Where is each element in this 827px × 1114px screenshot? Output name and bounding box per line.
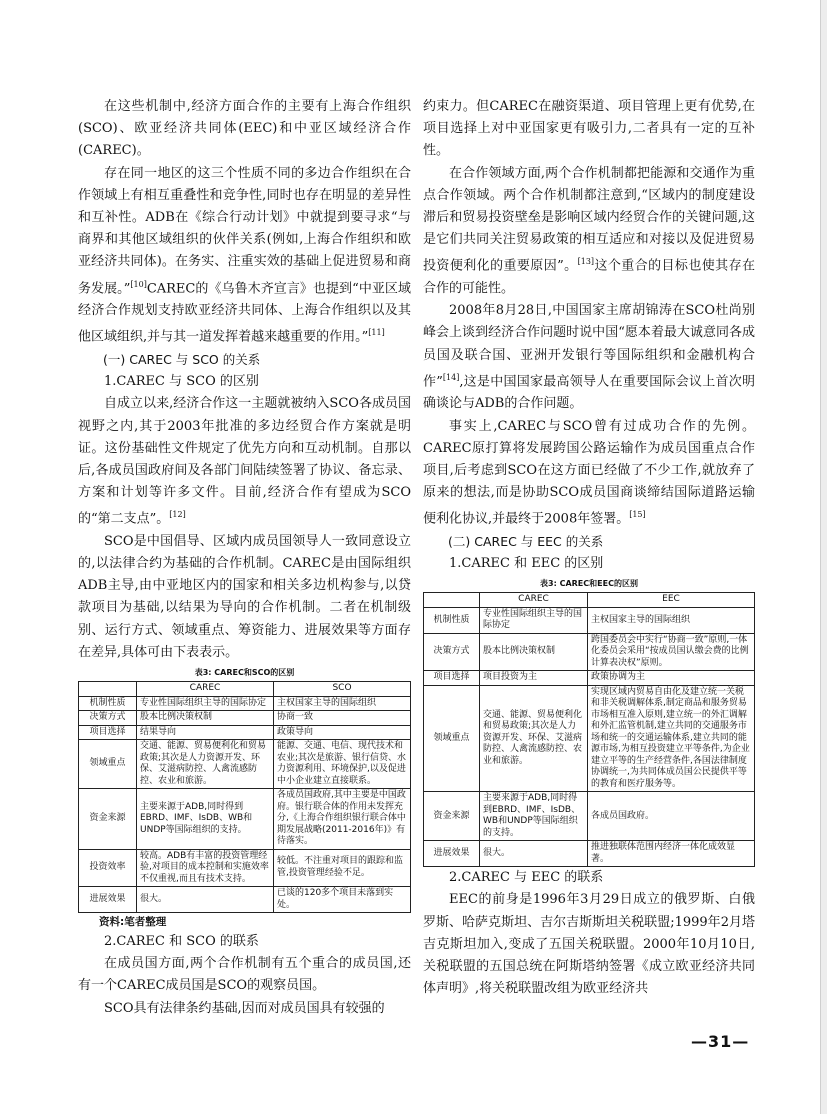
- row-label: 项目选择: [424, 671, 480, 686]
- table-row: [424, 685, 755, 792]
- row-label: 机制性质: [424, 607, 480, 633]
- paragraph: 约束力。但CAREC在融资渠道、项目管理上更有优势,在项目选择上对中亚国家更有吸引力,二者具有一定的互补性。: [423, 99, 755, 159]
- table-row: [79, 696, 411, 711]
- paragraph: 在成员国方面,两个合作机制有五个重合的成员国,还有一个CAREC成员国是SCO的观察员国。: [78, 956, 411, 994]
- paragraph: 在这些机制中,经济方面合作的主要有上海合作组织(SCO)、欧亚经济共同体(EEC)和中亚区域经济合作(CAREC)。: [78, 99, 411, 159]
- row-label: 进展效果: [424, 841, 480, 867]
- table-cell: 跨国委员会中实行“协商一致”原则,一体化委员会采用“按成员国认缴会费的比例计算表决权”原则。: [588, 633, 755, 671]
- row-label: 进展效果: [79, 887, 137, 913]
- table-row: [424, 792, 755, 841]
- table-row: [79, 725, 411, 740]
- row-label: 机制性质: [79, 696, 137, 711]
- paragraph: EEC的前身是1996年3月29日成立的俄罗斯、白俄罗斯、哈萨克斯坦、吉尔吉斯斯坦关税联盟;1999年2月塔吉克斯坦加入,变成了五国关税联盟。2000年10月10日,关税联盟的五国总统在阿斯塔纳签署《成立欧亚经济共同体声明》,将关税联盟改组为欧亚经济共: [423, 892, 755, 997]
- table-cell: 股本比例决策权制: [137, 711, 274, 726]
- table-row: [79, 711, 411, 726]
- row-label: 项目选择: [79, 725, 137, 740]
- citation-marker: [10]: [130, 279, 147, 289]
- table-caption: 表3: CAREC和SCO的区别: [194, 668, 295, 678]
- table-cell: 股本比例决策权制: [480, 633, 588, 671]
- table-cell: 能源、交通、电信、现代技术和农业;其次是旅游、银行信贷、水力资源利用、环境保护,以及促进中小企业建立直接联系。: [274, 740, 411, 789]
- table-row: [79, 740, 411, 789]
- subsection-heading: 2.CAREC 和 SCO 的联系: [104, 934, 259, 950]
- left-column: [78, 96, 411, 1020]
- table-carec-sco: [78, 681, 411, 913]
- header-cell: CAREC: [137, 682, 274, 697]
- header-cell: CAREC: [480, 593, 588, 608]
- table-source-note: 资料:笔者整理: [99, 916, 167, 929]
- page-number: —31—: [691, 1032, 750, 1051]
- paragraph: 事实上,CAREC与SCO曾有过成功合作的先例。CAREC原打算将发展跨国公路运输作为成员国重点合作项目,后考虑到SCO在这方面已经做了不少工作,就放弃了原来的想法,而是协助SCO成员国商谈缔结国际道路运输便利化协议,并最终于2008年签署。[15]: [423, 418, 755, 527]
- table-cell: 主要来源于ADB,同时得到EBRD、IMF、IsDB、WB和UNDP等国际组织的支持。: [137, 789, 274, 850]
- row-label: 领域重点: [79, 740, 137, 789]
- table-row: [79, 887, 411, 913]
- citation-marker: [12]: [169, 510, 186, 520]
- citation-marker: [15]: [629, 510, 646, 520]
- table-cell: 政策协调为主: [588, 671, 755, 686]
- table-cell: 很大。: [480, 841, 588, 867]
- row-label: 决策方式: [424, 633, 480, 671]
- header-cell: EEC: [588, 593, 755, 608]
- paragraph: 2008年8月28日,中国国家主席胡锦涛在SCO杜尚别峰会上谈到经济合作问题时说中国“愿本着最大诚意同各成员国及联合国、亚洲开发银行等国际组织和金融机构合作”[14],这是中国国家最高领导人在重要国际会议上首次明确谈论与ADB的合作问题。: [423, 303, 755, 412]
- table-row: [79, 789, 411, 850]
- table-cell: 较高。ADB有丰富的投资管理经验,对项目的成本控制和实施效率不仅重视,而且有技术支持。: [137, 849, 274, 887]
- table-row: [424, 841, 755, 867]
- table-row: [424, 607, 755, 633]
- table-cell: 主权国家主导的国际组织: [588, 607, 755, 633]
- header-cell: [79, 682, 137, 697]
- page-edge-shadow: [820, 0, 827, 1114]
- row-label: 资金来源: [79, 789, 137, 850]
- citation-marker: [11]: [368, 328, 385, 338]
- table-row: [424, 633, 755, 671]
- citation-marker: [13]: [577, 257, 595, 267]
- table-cell: 很大。: [137, 887, 274, 913]
- table-cell: 结果导向: [137, 725, 274, 740]
- table-cell: 专业性国际组织主导的国际协定: [480, 607, 588, 633]
- citation-marker: [14]: [442, 372, 460, 382]
- header-cell: [424, 593, 480, 608]
- row-label: 决策方式: [79, 711, 137, 726]
- table-row: [424, 671, 755, 686]
- table-cell: 主权国家主导的国际组织: [274, 696, 411, 711]
- table-cell: 交通、能源、贸易便利化和贸易政策;其次是人力资源开发、环保、艾滋病防控、人禽流感防控、农业和旅游。: [480, 685, 588, 792]
- table-cell: 专业性国际组织主导的国际协定: [137, 696, 274, 711]
- table-cell: 推进独联体范围内经济一体化成效显著。: [588, 841, 755, 867]
- row-label: 领域重点: [424, 685, 480, 792]
- row-label: 投资效率: [79, 849, 137, 887]
- table-header-row: [79, 682, 411, 697]
- right-column: [423, 96, 755, 1000]
- section-heading: (二) CAREC 与 EEC 的关系: [448, 533, 604, 549]
- row-label: 资金来源: [424, 792, 480, 841]
- subsection-heading: 1.CAREC 与 SCO 的区别: [104, 374, 259, 390]
- table-cell: 项目投资为主: [480, 671, 588, 686]
- subsection-heading: 1.CAREC 和 EEC 的区别: [449, 556, 604, 572]
- table-cell: 已谈的120多个项目未落到实处。: [274, 887, 411, 913]
- paragraph: 自成立以来,经济合作这一主题就被纳入SCO各成员国视野之内,其于2003年批准的多边经贸合作方案就是明证。这份基础性文件规定了优先方向和互动机制。自那以后,各成员国政府间及各部门间陆续签署了协议、备忘录、方案和计划等许多文件。目前,经济合作有望成为SCO的“第二支点”。[12]: [78, 396, 411, 527]
- header-cell: SCO: [274, 682, 411, 697]
- table-cell: 各成员国政府。: [588, 792, 755, 841]
- table-cell: 实现区域内贸易自由化及建立统一关税和非关税调解体系,制定商品和服务贸易市场相互准入原则,建立统一的外汇调解和外汇监管机制,建立共同的交通服务市场和统一的交通运输体系,建立共同的能源市场,为相互投资建立平等条件,为企业建立平等的生产经营条件,各国法律制度协调统一,为共同体成员国公民提供平等的教育和医疗服务等。: [588, 685, 755, 792]
- table-cell: 主要来源于ADB,同时得到EBRD、IMF、IsDB、WB和UNDP等国际组织的支持。: [480, 792, 588, 841]
- table-cell: 交通、能源、贸易便利化和贸易政策;其次是人力资源开发、环保、艾滋病防控、人禽流感防控、农业和旅游。: [137, 740, 274, 789]
- section-heading: (一) CAREC 与 SCO 的关系: [103, 351, 261, 367]
- subsection-heading: 2.CAREC 与 EEC 的联系: [449, 870, 604, 886]
- table-header-row: [424, 593, 755, 608]
- table-caption: 表3: CAREC和EEC的区别: [540, 579, 638, 589]
- table-row: [79, 849, 411, 887]
- paragraph: SCO具有法律条约基础,因而对成员国具有较强的: [104, 1000, 385, 1016]
- paragraph: 存在同一地区的这三个性质不同的多边合作组织在合作领域上有相互重叠性和竞争性,同时也存在明显的差异性和互补性。ADB在《综合行动计划》中就提到要寻求“与商界和其他区域组织的伙伴关系(例如,上海合作组织和欧亚经济共同体)。在务实、注重实效的基础上促进贸易和商务发展。”[10]CAREC的《乌鲁木齐宣言》也提到“中亚区域经济合作规划支持欧亚经济共同体、上海合作组织以及其他区域组织,并与其一道发挥着越来越重要的作用。”[11]: [78, 165, 411, 345]
- table-cell: 较低。不注重对项目的跟踪和监管,投资管理经验不足。: [274, 849, 411, 887]
- paragraph: SCO是中国倡导、区域内成员国领导人一致同意设立的,以法律合约为基础的合作机制。CAREC是由国际组织ADB主导,由中亚地区内的国家和相关多边机构参与,以贷款项目为基础,以结果为导向的合作机制。二者在机制级别、运行方式、领域重点、筹资能力、进展效果等方面存在差异,具体可由下表表示。: [78, 533, 411, 660]
- paragraph: 在合作领域方面,两个合作机制都把能源和交通作为重点合作领域。两个合作机制都注意到,“区域内的制度建设滞后和贸易投资壁垒是影响区域内经贸合作的关键问题,这是它们共同关注贸易政策的相互适应和对接以及促进贸易投资便利化的重要原因”。[13]这个重合的目标也使其存在合作的可能性。: [423, 165, 755, 296]
- table-cell: 协商一致: [274, 711, 411, 726]
- table-carec-eec: [423, 592, 755, 867]
- table-cell: 政策导向: [274, 725, 411, 740]
- table-cell: 各成员国政府,其中主要是中国政府。银行联合体的作用未发挥充分,《上海合作组织银行联合体中期发展战略(2011-2016年)》有待落实。: [274, 789, 411, 850]
